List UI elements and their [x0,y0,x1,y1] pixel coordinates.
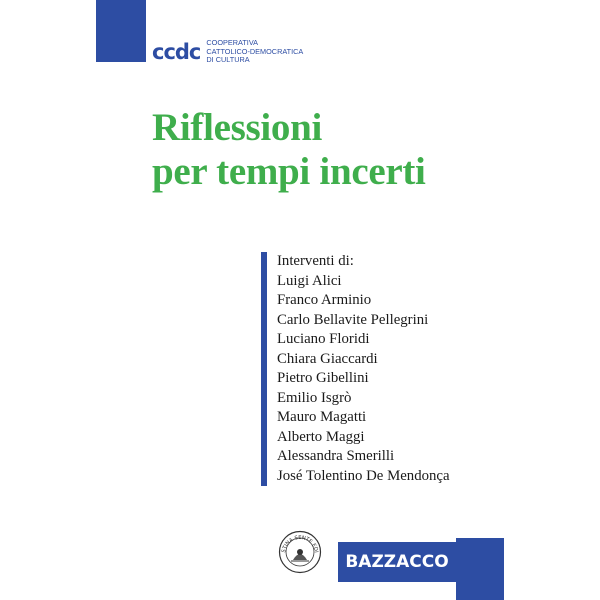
book-title [152,106,426,194]
contributor-name: Luciano Floridi [277,331,370,347]
title-line-2: per tempi incerti [152,150,426,193]
contributor-name: Pietro Gibellini [277,370,369,386]
logo-text [206,39,303,64]
ccdc-logo [152,38,303,66]
logo-mark: ccdc [152,39,201,64]
logo-line-3: DI CULTURA [206,55,250,65]
contributors-accent-bar [261,252,267,486]
contributor-name: Emilio Isgrò [277,389,352,406]
bottom-blue-block [456,538,504,600]
top-blue-block [96,0,146,62]
publisher-name: BAZZACCO [338,542,456,582]
logo-line-2: CATTOLICO-DEMOCRATICA [206,46,304,56]
seal-text: STINA SENTE EDI [281,534,319,554]
logo-line-1: COOPERATIVA [206,38,259,48]
contributors-list [277,252,450,486]
contributor-name: José Tolentino De Mendonça [277,467,450,484]
contributor-name: Franco Arminio [277,292,372,308]
contributor-name: Alberto Maggi [277,428,365,445]
contributor-name: Carlo Bellavite Pellegrini [277,311,429,328]
contributor-name: Chiara Giaccardi [277,350,378,367]
contributor-name: Alessandra Smerilli [277,448,395,464]
title-line-1: Riflessioni [152,106,323,149]
contributor-name: Luigi Alici [277,272,342,289]
publisher-seal-icon [278,530,322,574]
contributors-heading: Interventi di: [277,253,354,269]
contributor-name: Mauro Magatti [277,409,367,425]
